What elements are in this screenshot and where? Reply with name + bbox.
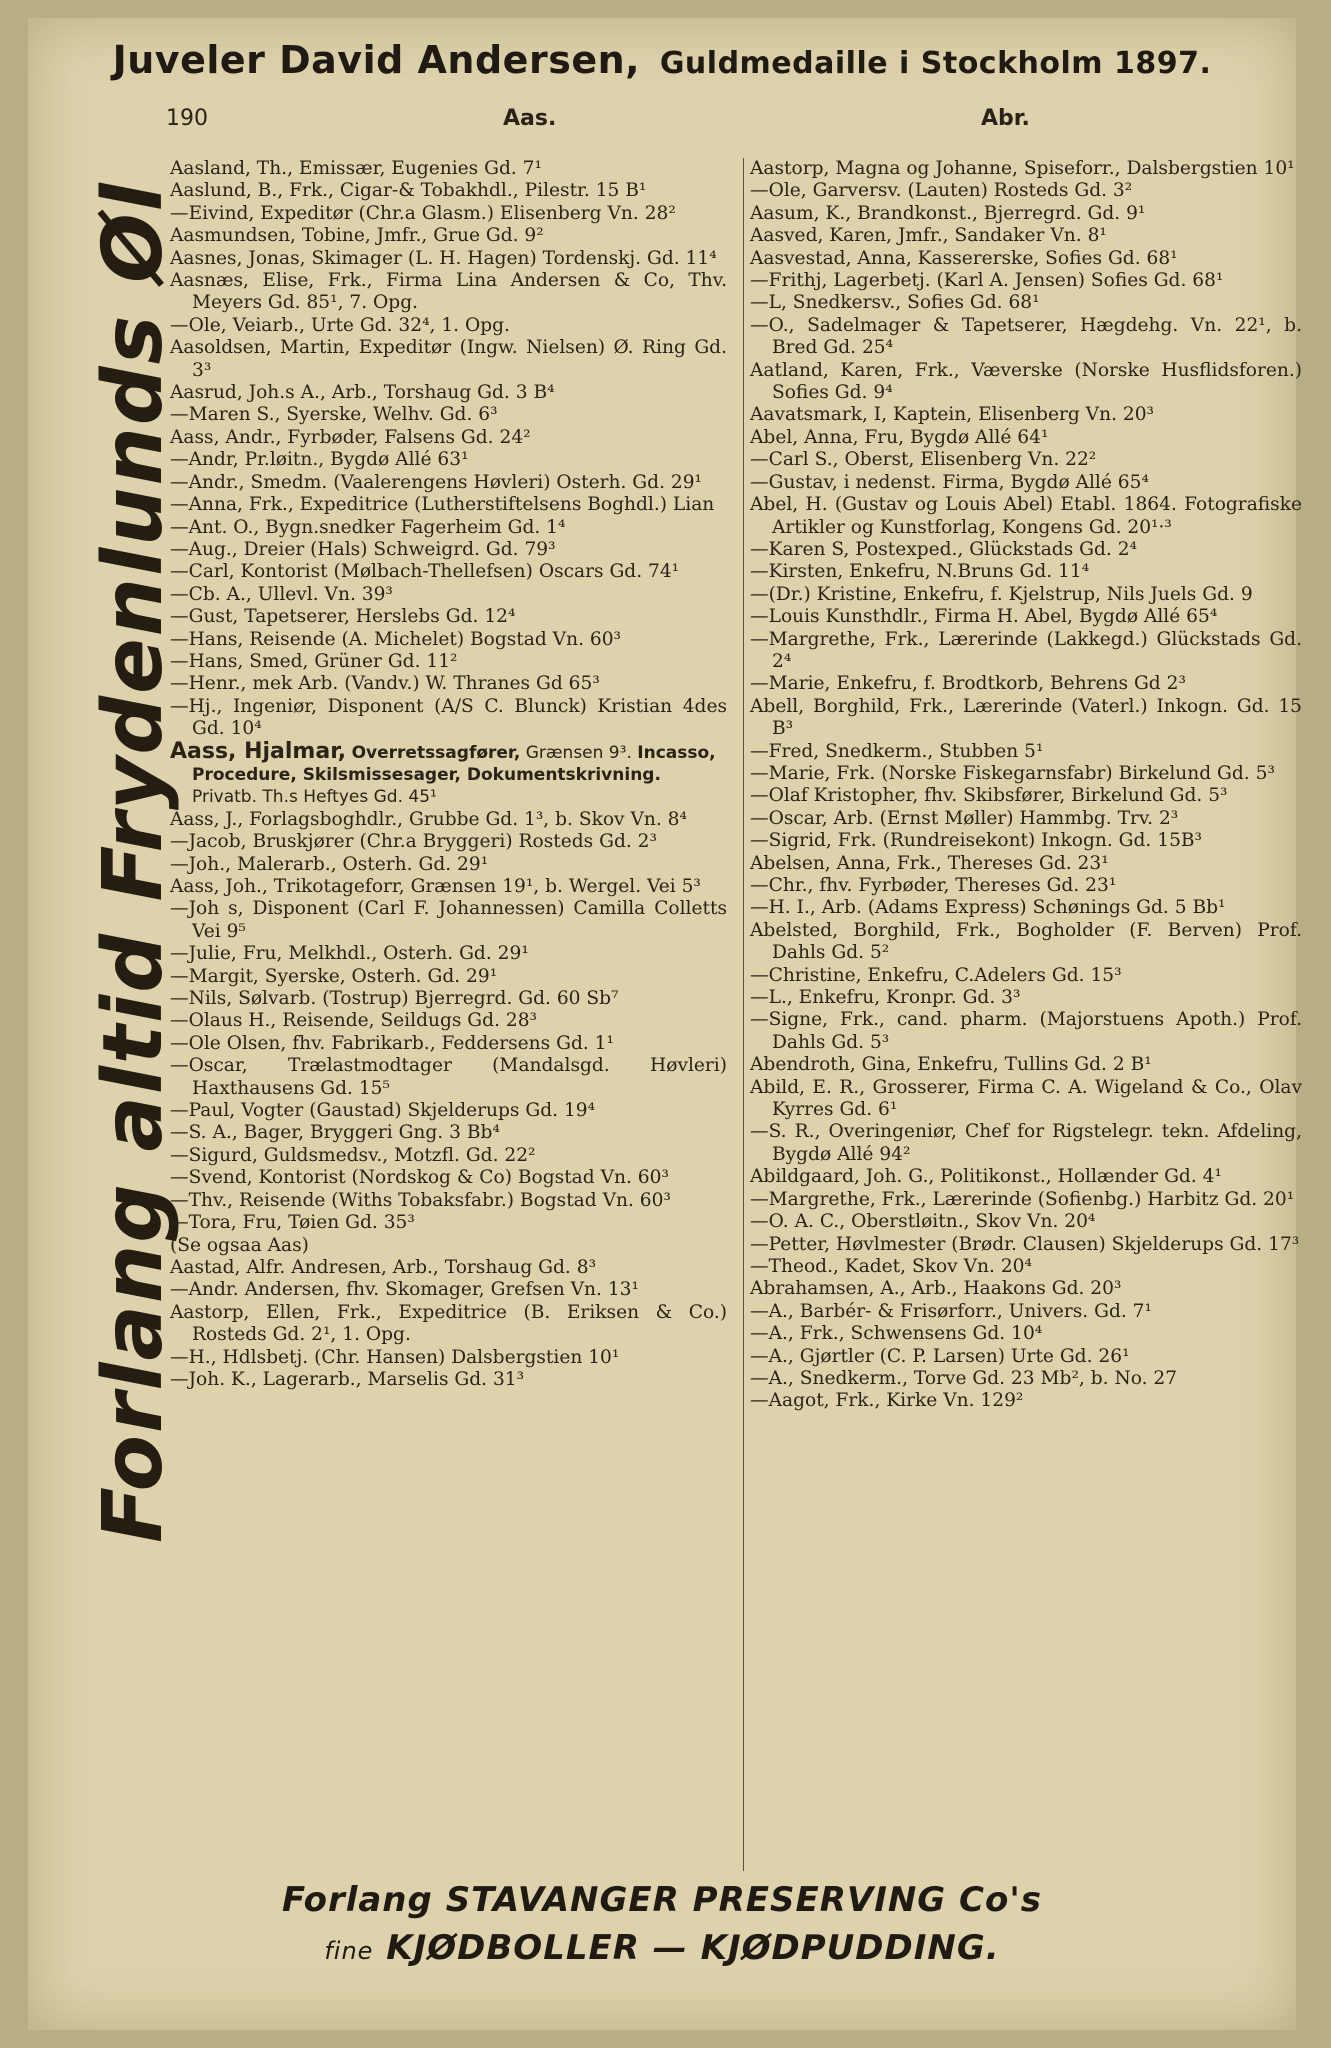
featured-entry-private: Privatb. Th.s Heftyes Gd. 45¹ — [192, 787, 437, 808]
directory-entry: Aass, Joh., Trikotageforr, Grænsen 19¹, b. Wergel. Vei 5³ — [170, 876, 701, 897]
directory-entry: —Signe, Frk., cand. pharm. (Majorstuens Apoth.) Prof. Dahls Gd. 5³ — [750, 1009, 1302, 1053]
directory-entry: Aasved, Karen, Jmfr., Sandaker Vn. 8¹ — [750, 225, 1107, 247]
directory-entry: —O. A. C., Oberstløitn., Skov Vn. 20⁴ — [750, 1211, 1096, 1233]
directory-entry: —Carl S., Oberst, Elisenberg Vn. 22² — [750, 449, 1097, 471]
directory-entry: —Joh., Malerarb., Osterh. Gd. 29¹ — [170, 853, 489, 875]
directory-entry: —Tora, Fru, Tøien Gd. 35³ — [170, 1212, 415, 1234]
directory-entry: Abelsted, Borghild, Frk., Bogholder (F. Berven) Prof. Dahls Gd. 5² — [750, 919, 1302, 964]
directory-entry: Aaslund, B., Frk., Cigar-& Tobakhdl., Pilestr. 15 B¹ — [170, 180, 647, 202]
directory-entry: —Olaus H., Reisende, Seildugs Gd. 28³ — [170, 1010, 537, 1032]
featured-entry-address: Grænsen 9³. — [525, 742, 632, 763]
directory-entry: —Henr., mek Arb. (Vandv.) W. Thranes Gd 65³ — [170, 673, 600, 695]
right-entries — [750, 158, 1302, 1413]
bottom-advertisement-line2 — [28, 1928, 1296, 1968]
directory-entry: Aasland, Th., Emissær, Eugenies Gd. 7¹ — [170, 158, 542, 179]
directory-entry: —Kirsten, Enkefru, N.Bruns Gd. 11⁴ — [750, 561, 1090, 583]
directory-entry: —Margit, Syerske, Osterh. Gd. 29¹ — [170, 965, 498, 987]
directory-entry: Abelsen, Anna, Frk., Thereses Gd. 23¹ — [750, 852, 1109, 874]
directory-entry: —Hans, Reisende (A. Michelet) Bogstad Vn. 60³ — [170, 628, 621, 650]
directory-entry: —Anna, Frk., Expeditrice (Lutherstiftelsens Boghdl.) Lian — [170, 494, 715, 516]
directory-entry: —Gustav, i nedenst. Firma, Bygdø Allé 65⁴ — [750, 471, 1149, 493]
directory-entry: Aasrud, Joh.s A., Arb., Torshaug Gd. 3 B⁴ — [170, 382, 555, 404]
directory-entry: —H. I., Arb. (Adams Express) Schønings Gd. 5 Bb¹ — [750, 897, 1226, 919]
directory-entry: —Andr. Andersen, fhv. Skomager, Grefsen Vn. 13¹ — [170, 1279, 639, 1301]
bottom-advertisement-line1: Forlang STAVANGER PRESERVING Co's — [282, 1880, 1042, 1920]
top-ad-name: Juveler David Andersen, — [112, 38, 641, 82]
directory-entry: —H., Hdlsbetj. (Chr. Hansen) Dalsbergstien 10¹ — [170, 1346, 620, 1368]
directory-entry: —Frithj, Lagerbetj. (Karl A. Jensen) Sofies Gd. 68¹ — [750, 270, 1224, 292]
directory-entry: Aasum, K., Brandkonst., Bjerregrd. Gd. 9¹ — [750, 202, 1146, 224]
directory-entry: —Ole, Veiarb., Urte Gd. 32⁴, 1. Opg. — [170, 314, 510, 336]
directory-entry: —Margrethe, Frk., Lærerinde (Sofienbg.) Harbitz Gd. 20¹ — [750, 1188, 1295, 1210]
directory-entry: —Svend, Kontorist (Nordskog & Co) Bogstad Vn. 60³ — [170, 1167, 669, 1189]
directory-entry: —A., Barbér- & Frisørforr., Univers. Gd. 7¹ — [750, 1300, 1152, 1322]
side-advertisement: Forlang altid Frydenlunds Øl — [86, 181, 181, 1543]
directory-entry: Aastorp, Ellen, Frk., Expeditrice (B. Eriksen & Co.) Rosteds Gd. 2¹, 1. Opg. — [170, 1301, 727, 1346]
directory-entry: Aastad, Alfr. Andresen, Arb., Torshaug Gd. 8³ — [170, 1256, 597, 1278]
directory-entry: —Joh. K., Lagerarb., Marselis Gd. 31³ — [170, 1368, 525, 1390]
directory-entry: —Ole Olsen, fhv. Fabrikarb., Feddersens Gd. 1¹ — [170, 1032, 614, 1054]
directory-entry: —Andr, Pr.løitn., Bygdø Allé 63¹ — [170, 449, 469, 471]
directory-entry: —Ole, Garversv. (Lauten) Rosteds Gd. 3² — [750, 180, 1133, 202]
directory-entry: Aasmundsen, Tobine, Jmfr., Grue Gd. 9² — [170, 225, 544, 247]
directory-entry: —(Dr.) Kristine, Enkefru, f. Kjelstrup, Nils Juels Gd. 9 — [750, 583, 1253, 605]
directory-entry: —L, Snedkersv., Sofies Gd. 68¹ — [750, 292, 1040, 314]
directory-entry: Aavatsmark, I, Kaptein, Elisenberg Vn. 20³ — [750, 404, 1155, 426]
directory-entry: Abel, H. (Gustav og Louis Abel) Etabl. 1864. Fotografiske Artikler og Kunstforlag, Kongens Gd. 20¹·³ — [750, 494, 1302, 538]
directory-entry: Aass, Andr., Fyrbøder, Falsens Gd. 24² — [170, 426, 531, 448]
left-entries-part2 — [170, 809, 727, 1392]
directory-entry: —A., Snedkerm., Torve Gd. 23 Mb², b. No. 27 — [750, 1367, 1178, 1389]
directory-entry: —Aug., Dreier (Hals) Schweigrd. Gd. 79³ — [170, 538, 556, 560]
left-entries-part1 — [170, 158, 727, 741]
directory-entry: —Julie, Fru, Melkhdl., Osterh. Gd. 29¹ — [170, 943, 529, 965]
top-advertisement — [28, 38, 1296, 82]
directory-entry: —Aagot, Frk., Kirke Vn. 129² — [750, 1390, 1024, 1412]
directory-entry: —Andr., Smedm. (Vaalerengens Høvleri) Osterh. Gd. 29¹ — [170, 471, 702, 493]
right-column — [750, 158, 1302, 1413]
bottom-ad-fine: fine — [324, 1937, 374, 1965]
featured-entry-services: Incasso, Procedure, Skilsmissesager, Dokumentskrivning. — [192, 742, 716, 785]
directory-entry: —S. A., Bager, Bryggeri Gng. 3 Bb⁴ — [170, 1122, 500, 1144]
directory-entry: Aasnes, Jonas, Skimager (L. H. Hagen) Tordenskj. Gd. 11⁴ — [170, 247, 717, 269]
directory-entry: Aasoldsen, Martin, Expeditør (Ingw. Nielsen) Ø. Ring Gd. 3³ — [170, 337, 727, 381]
directory-entry: —A., Frk., Schwensens Gd. 10⁴ — [750, 1323, 1043, 1345]
directory-entry: —Oscar, Arb. (Ernst Møller) Hammbg. Trv. 2³ — [750, 807, 1179, 829]
directory-entry: —Hans, Smed, Grüner Gd. 11² — [170, 650, 458, 672]
guide-word-right: Abr. — [981, 106, 1030, 131]
left-column — [170, 158, 727, 1391]
directory-entry: Abel, Anna, Fru, Bygdø Allé 64¹ — [750, 426, 1049, 448]
directory-entry: —Margrethe, Frk., Lærerinde (Lakkegd.) Glückstads Gd. 2⁴ — [750, 628, 1302, 672]
directory-entry: (Se ogsaa Aas) — [170, 1234, 309, 1256]
column-divider — [743, 158, 744, 1871]
directory-entry: —Theod., Kadet, Skov Vn. 20⁴ — [750, 1255, 1032, 1277]
directory-entry: —Carl, Kontorist (Mølbach-Thellefsen) Oscars Gd. 74¹ — [170, 561, 680, 583]
page-number: 190 — [166, 106, 208, 131]
directory-entry: Abildgaard, Joh. G., Politikonst., Hollænder Gd. 4¹ — [750, 1166, 1222, 1188]
directory-entry: —Paul, Vogter (Gaustad) Skjelderups Gd. 19⁴ — [170, 1100, 596, 1122]
directory-entry: —Louis Kunsthdlr., Firma H. Abel, Bygdø Allé 65⁴ — [750, 606, 1218, 628]
guide-word-left: Aas. — [503, 106, 557, 131]
directory-entry: —Olaf Kristopher, fhv. Skibsfører, Birkelund Gd. 5³ — [750, 785, 1228, 807]
directory-entry: —Maren S., Syerske, Welhv. Gd. 6³ — [170, 404, 498, 426]
directory-entry: —L., Enkefru, Kronpr. Gd. 3³ — [750, 987, 1021, 1009]
featured-entry-role: Overretssagfører, — [351, 742, 521, 763]
directory-entry: Abell, Borghild, Frk., Lærerinde (Vaterl.) Inkogn. Gd. 15 B³ — [750, 695, 1302, 740]
directory-page — [28, 18, 1302, 2030]
directory-entry: —Chr., fhv. Fyrbøder, Thereses Gd. 23¹ — [750, 875, 1117, 896]
directory-entry: —Jacob, Bruskjører (Chr.a Bryggeri) Rosteds Gd. 2³ — [170, 831, 657, 853]
bottom-ad-products: KJØDBOLLER — KJØDPUDDING. — [386, 1928, 1000, 1968]
directory-entry: —Gust, Tapetserer, Herslebs Gd. 12⁴ — [170, 606, 516, 628]
directory-entry: —Karen S, Postexped., Glückstads Gd. 2⁴ — [750, 538, 1138, 560]
directory-entry: Aass, J., Forlagsboghdlr., Grubbe Gd. 1³, b. Skov Vn. 8⁴ — [170, 808, 687, 830]
directory-entry: —O., Sadelmager & Tapetserer, Hægdehg. Vn. 22¹, b. Bred Gd. 25⁴ — [750, 314, 1302, 359]
directory-entry: —Thv., Reisende (Withs Tobaksfabr.) Bogstad Vn. 60³ — [170, 1189, 671, 1211]
directory-entry: —S. R., Overingeniør, Chef for Rigstelegr. tekn. Afdeling, Bygdø Allé 94² — [750, 1121, 1302, 1165]
directory-entry: —Hj., Ingeniør, Disponent (A/S C. Blunck) Kristian 4des Gd. 10⁴ — [170, 695, 727, 740]
directory-entry: Abild, E. R., Grosserer, Firma C. A. Wigeland & Co., Olav Kyrres Gd. 6¹ — [750, 1076, 1302, 1121]
directory-entry: —Marie, Frk. (Norske Fiskegarnsfabr) Birkelund Gd. 5³ — [750, 762, 1275, 784]
directory-entry: —Ant. O., Bygn.snedker Fagerheim Gd. 1⁴ — [170, 516, 566, 538]
directory-entry: —Oscar, Trælastmodtager (Mandalsgd. Høvleri) Haxthausens Gd. 15⁵ — [170, 1055, 727, 1099]
directory-entry: —Eivind, Expeditør (Chr.a Glasm.) Elisenberg Vn. 28² — [170, 202, 676, 224]
directory-entry: —A., Gjørtler (C. P. Larsen) Urte Gd. 26¹ — [750, 1345, 1130, 1367]
directory-entry: —Fred, Snedkerm., Stubben 5¹ — [750, 740, 1044, 762]
directory-entry: Abrahamsen, A., Arb., Haakons Gd. 20³ — [750, 1278, 1122, 1300]
directory-entry: —Cb. A., Ullevl. Vn. 39³ — [170, 583, 393, 605]
directory-entry: —Christine, Enkefru, C.Adelers Gd. 15³ — [750, 964, 1122, 986]
directory-entry: Aasnæs, Elise, Frk., Firma Lina Andersen & Co, Thv. Meyers Gd. 85¹, 7. Opg. — [170, 270, 727, 314]
featured-entry-name: Aass, Hjalmar, — [170, 738, 347, 764]
directory-entry: —Marie, Enkefru, f. Brodtkorb, Behrens Gd 2³ — [750, 673, 1186, 695]
directory-entry: Aatland, Karen, Frk., Væverske (Norske Husflidsforen.) Sofies Gd. 9⁴ — [750, 359, 1302, 404]
directory-entry: —Sigurd, Guldsmedsv., Motzfl. Gd. 22² — [170, 1144, 536, 1166]
directory-entry: —Sigrid, Frk. (Rundreisekont) Inkogn. Gd. 15B³ — [750, 830, 1203, 852]
directory-entry: —Nils, Sølvarb. (Tostrup) Bjerregrd. Gd. 60 Sb⁷ — [170, 988, 619, 1010]
directory-entry: Abendroth, Gina, Enkefru, Tullins Gd. 2 B¹ — [750, 1054, 1152, 1076]
directory-entry: Aasvestad, Anna, Kassererske, Sofies Gd. 68¹ — [750, 247, 1178, 269]
directory-entry: Aastorp, Magna og Johanne, Spiseforr., Dalsbergstien 10¹ — [750, 158, 1295, 179]
directory-entry: —Joh s, Disponent (Carl F. Johannessen) Camilla Colletts Vei 9⁵ — [170, 898, 727, 942]
featured-entry — [170, 738, 727, 809]
top-ad-tail: Guldmedaille i Stockholm 1897. — [659, 46, 1212, 81]
directory-entry: —Petter, Høvlmester (Brødr. Clausen) Skjelderups Gd. 17³ — [750, 1233, 1300, 1255]
